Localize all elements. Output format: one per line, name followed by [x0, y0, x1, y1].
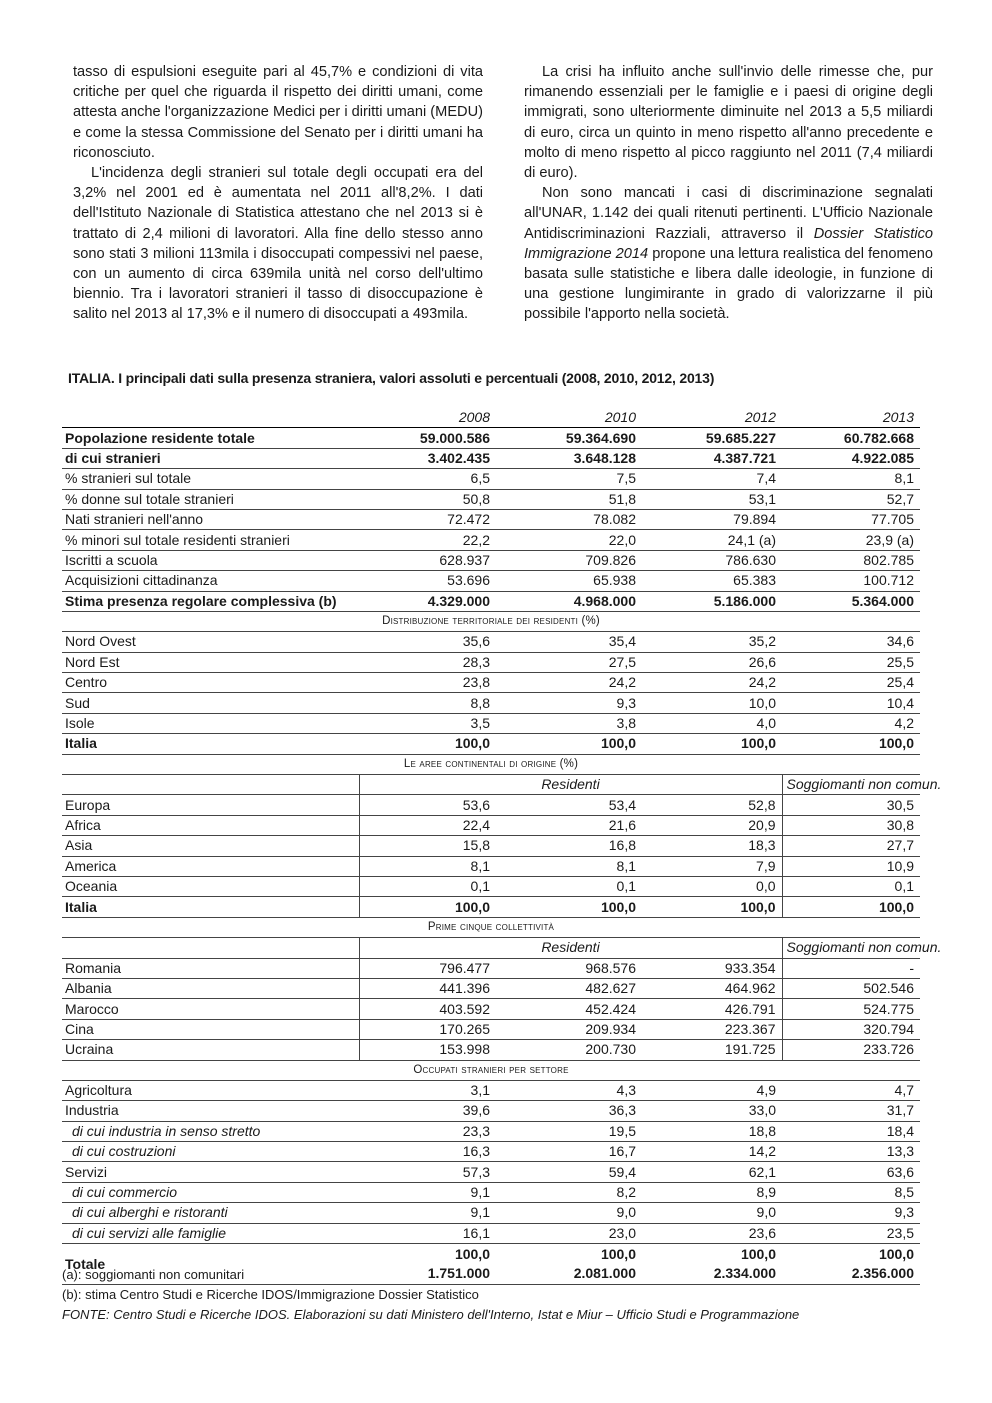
- value-cell: 8,1: [782, 469, 920, 489]
- section-header: [62, 917, 920, 937]
- text-run: Non sono mancati i casi di discriminazione segnalati all'UNAR, 1.142 dei quali ritenuti pertinenti. L'Ufficio Nazionale Antidiscriminazioni Razziali, attraverso il: [524, 185, 933, 242]
- dossier-title: Dossier Statistico Immigrazione 2014: [524, 225, 933, 262]
- row-label: Centro: [62, 673, 359, 693]
- total-absolute: 2.356.000: [851, 1265, 914, 1282]
- total-percent: 100,0: [600, 1246, 636, 1263]
- value-cell: 100,0: [642, 734, 782, 754]
- value-cell: 628.937: [359, 550, 496, 570]
- table-row: [62, 673, 920, 693]
- section-header: [62, 1060, 920, 1080]
- table-row: [62, 713, 920, 733]
- footnote-a: (a): soggiomanti non comunitari: [62, 1267, 245, 1282]
- row-label: America: [62, 856, 359, 876]
- right-text-column: [524, 62, 933, 325]
- value-cell: 52,7: [782, 489, 920, 509]
- value-cell: 464.962: [642, 978, 782, 998]
- table-row: [62, 734, 920, 754]
- value-cell: 452.424: [496, 999, 642, 1019]
- row-label: Marocco: [62, 999, 359, 1019]
- subheader-row: [62, 938, 920, 958]
- value-cell: 31,7: [782, 1101, 920, 1121]
- value-cell: 24,2: [642, 673, 782, 693]
- total-percent: 100,0: [454, 1246, 490, 1263]
- value-cell: 30,8: [782, 815, 920, 835]
- value-cell: 13,3: [782, 1142, 920, 1162]
- value-cell: 9,1: [359, 1182, 496, 1202]
- value-cell: 100,0: [642, 897, 782, 917]
- table-row: [62, 795, 920, 815]
- value-cell: 14,2: [642, 1142, 782, 1162]
- value-cell: 441.396: [359, 978, 496, 998]
- value-cell: 39,6: [359, 1101, 496, 1121]
- value-cell: 36,3: [496, 1101, 642, 1121]
- value-cell: 209.934: [496, 1019, 642, 1039]
- year-header: 2013: [782, 408, 920, 428]
- year-header: 2010: [496, 408, 642, 428]
- value-cell: 0,1: [496, 876, 642, 896]
- value-cell: 4.387.721: [642, 448, 782, 468]
- value-cell: 403.592: [359, 999, 496, 1019]
- text-run: propone una lettura realistica del fenomeno basata sulle statistiche e libera dalle ideologie, in funzione di una gestione lungimirante in grado di valorizzarne il più possibile l'apporto nella società.: [524, 245, 933, 323]
- table-body: [62, 408, 942, 1285]
- value-cell: 28,3: [359, 652, 496, 672]
- row-label: % stranieri sul totale: [62, 469, 359, 489]
- table-row: [62, 999, 920, 1019]
- row-label: di cui costruzioni: [62, 1142, 359, 1162]
- value-cell: 10,9: [782, 856, 920, 876]
- value-cell: 8,8: [359, 693, 496, 713]
- table-row: [62, 591, 920, 611]
- section-title: Prime cinque collettività: [62, 917, 920, 937]
- value-cell: 7,5: [496, 469, 642, 489]
- value-cell: 59,4: [496, 1162, 642, 1182]
- row-label: di cui alberghi e ristoranti: [62, 1203, 359, 1223]
- total-percent: 100,0: [740, 1246, 776, 1263]
- value-cell: 53,6: [359, 795, 496, 815]
- table-row: [62, 571, 920, 591]
- paragraph: L'incidenza degli stranieri sul totale degli occupati era del 3,2% nel 2001 ed è aumentata nel 2011 all'8,2%. I dati dell'Istituto Nazionale di Statistica attestano che nel 2013 si è trattato di 2,4 milioni di lavoratori. Alla fine dello stesso anno sono stati 3 milioni 113mila i disoccupati compessivi nel paese, con un aumento di circa 639mila unità nel corso dell'ultimo biennio. Tra i lavoratori stranieri il tasso di disoccupazione è salito nel 2013 al 17,3% e il numero di disoccupati a 493mila.: [73, 165, 483, 323]
- value-cell: 18,4: [782, 1121, 920, 1141]
- value-cell: 3,8: [496, 713, 642, 733]
- value-cell: 78.082: [496, 509, 642, 529]
- row-label: Industria: [62, 1101, 359, 1121]
- table-row: [62, 958, 920, 978]
- section-title: Distribuzione territoriale dei residenti (%): [62, 611, 920, 631]
- value-cell: 72.472: [359, 509, 496, 529]
- value-cell: 35,2: [642, 632, 782, 652]
- value-cell: 5.186.000: [642, 591, 782, 611]
- table-row: [62, 550, 920, 570]
- value-cell: 968.576: [496, 958, 642, 978]
- value-cell: 4.329.000: [359, 591, 496, 611]
- value-cell: 8,2: [496, 1182, 642, 1202]
- total-absolute: 2.334.000: [713, 1265, 776, 1282]
- row-label: Asia: [62, 836, 359, 856]
- total-cell: [782, 1244, 920, 1285]
- value-cell: 23,5: [782, 1223, 920, 1243]
- value-cell: 34,6: [782, 632, 920, 652]
- value-cell: 22,4: [359, 815, 496, 835]
- left-text-column: [73, 62, 483, 325]
- non-eu-subheader: Soggiomanti non comun.: [782, 938, 920, 958]
- row-label: Stima presenza regolare complessiva (b): [62, 591, 359, 611]
- value-cell: 7,9: [642, 856, 782, 876]
- row-label: Africa: [62, 815, 359, 835]
- value-cell: 23,0: [496, 1223, 642, 1243]
- table-title: ITALIA. I principali dati sulla presenza straniera, valori assoluti e percentuali (2008, 2010, 2012, 2013): [68, 370, 715, 386]
- table-row: [62, 1080, 920, 1100]
- value-cell: 4,7: [782, 1080, 920, 1100]
- row-label: % donne sul totale stranieri: [62, 489, 359, 509]
- table-row: [62, 469, 920, 489]
- table-row: [62, 1121, 920, 1141]
- row-label: Popolazione residente totale: [62, 428, 359, 448]
- value-cell: 100.712: [782, 571, 920, 591]
- value-cell: 53,1: [642, 489, 782, 509]
- section-header: [62, 611, 920, 631]
- paragraph: [524, 183, 933, 324]
- table-row: [62, 509, 920, 529]
- value-cell: 26,6: [642, 652, 782, 672]
- value-cell: 524.775: [782, 999, 920, 1019]
- subheader-row: [62, 775, 920, 795]
- value-cell: 63,6: [782, 1162, 920, 1182]
- value-cell: 27,7: [782, 836, 920, 856]
- row-label: di cui industria in senso stretto: [62, 1121, 359, 1141]
- value-cell: 223.367: [642, 1019, 782, 1039]
- value-cell: 24,1 (a): [642, 530, 782, 550]
- value-cell: 57,3: [359, 1162, 496, 1182]
- value-cell: 10,4: [782, 693, 920, 713]
- table-row: [62, 1203, 920, 1223]
- row-label: Romania: [62, 958, 359, 978]
- row-label: Ucraina: [62, 1040, 359, 1060]
- value-cell: 16,3: [359, 1142, 496, 1162]
- value-cell: 4.922.085: [782, 448, 920, 468]
- value-cell: 18,3: [642, 836, 782, 856]
- value-cell: 25,4: [782, 673, 920, 693]
- value-cell: 65.938: [496, 571, 642, 591]
- value-cell: 709.826: [496, 550, 642, 570]
- value-cell: 233.726: [782, 1040, 920, 1060]
- value-cell: 59.685.227: [642, 428, 782, 448]
- row-label: Isole: [62, 713, 359, 733]
- table-row: [62, 815, 920, 835]
- table-row: [62, 1019, 920, 1039]
- value-cell: 8,1: [496, 856, 642, 876]
- row-label: % minori sul totale residenti stranieri: [62, 530, 359, 550]
- value-cell: 23,8: [359, 673, 496, 693]
- value-cell: 3,5: [359, 713, 496, 733]
- value-cell: 786.630: [642, 550, 782, 570]
- footnotes: [62, 1265, 799, 1324]
- value-cell: 21,6: [496, 815, 642, 835]
- row-label: Italia: [62, 734, 359, 754]
- section-header: [62, 754, 920, 774]
- value-cell: -: [782, 958, 920, 978]
- value-cell: 18,8: [642, 1121, 782, 1141]
- section-title: Occupati stranieri per settore: [62, 1060, 920, 1080]
- empty-cell: [62, 408, 359, 428]
- row-label: Iscritti a scuola: [62, 550, 359, 570]
- value-cell: 16,8: [496, 836, 642, 856]
- value-cell: 502.546: [782, 978, 920, 998]
- table-row: [62, 978, 920, 998]
- table-row: [62, 632, 920, 652]
- table-row: [62, 1162, 920, 1182]
- value-cell: 9,1: [359, 1203, 496, 1223]
- value-cell: 9,0: [642, 1203, 782, 1223]
- value-cell: 35,6: [359, 632, 496, 652]
- value-cell: 30,5: [782, 795, 920, 815]
- table-row: [62, 897, 920, 917]
- value-cell: 7,4: [642, 469, 782, 489]
- value-cell: 35,4: [496, 632, 642, 652]
- row-label: di cui stranieri: [62, 448, 359, 468]
- value-cell: 25,5: [782, 652, 920, 672]
- table-row: [62, 876, 920, 896]
- value-cell: 53.696: [359, 571, 496, 591]
- row-label: Nati stranieri nell'anno: [62, 509, 359, 529]
- footnote-b: (b): stima Centro Studi e Ricerche IDOS/Immigrazione Dossier Statistico: [62, 1286, 479, 1302]
- section-title: Le aree continentali di origine (%): [62, 754, 920, 774]
- empty-cell: [62, 938, 359, 958]
- row-label: Acquisizioni cittadinanza: [62, 571, 359, 591]
- row-label: Servizi: [62, 1162, 359, 1182]
- value-cell: 19,5: [496, 1121, 642, 1141]
- value-cell: 52,8: [642, 795, 782, 815]
- value-cell: 8,1: [359, 856, 496, 876]
- value-cell: 100,0: [359, 897, 496, 917]
- row-label: Nord Ovest: [62, 632, 359, 652]
- table-row: [62, 836, 920, 856]
- value-cell: 3.648.128: [496, 448, 642, 468]
- value-cell: 796.477: [359, 958, 496, 978]
- value-cell: 100,0: [496, 897, 642, 917]
- value-cell: 0,0: [642, 876, 782, 896]
- row-label: Agricoltura: [62, 1080, 359, 1100]
- value-cell: 22,0: [496, 530, 642, 550]
- value-cell: 191.725: [642, 1040, 782, 1060]
- value-cell: 9,3: [496, 693, 642, 713]
- value-cell: 8,5: [782, 1182, 920, 1202]
- value-cell: 15,8: [359, 836, 496, 856]
- total-absolute: 2.081.000: [573, 1265, 636, 1282]
- value-cell: 4,0: [642, 713, 782, 733]
- value-cell: 53,4: [496, 795, 642, 815]
- row-label: di cui commercio: [62, 1182, 359, 1202]
- value-cell: 426.791: [642, 999, 782, 1019]
- value-cell: 5.364.000: [782, 591, 920, 611]
- value-cell: 60.782.668: [782, 428, 920, 448]
- year-header-row: [62, 408, 920, 428]
- value-cell: 0,1: [782, 876, 920, 896]
- value-cell: 170.265: [359, 1019, 496, 1039]
- year-header: 2008: [359, 408, 496, 428]
- value-cell: 4,9: [642, 1080, 782, 1100]
- value-cell: 100,0: [782, 734, 920, 754]
- value-cell: 62,1: [642, 1162, 782, 1182]
- value-cell: 59.000.586: [359, 428, 496, 448]
- total-label: Totale: [62, 1244, 359, 1285]
- value-cell: 4.968.000: [496, 591, 642, 611]
- value-cell: 802.785: [782, 550, 920, 570]
- value-cell: 3,1: [359, 1080, 496, 1100]
- table-row: [62, 448, 920, 468]
- value-cell: 23,9 (a): [782, 530, 920, 550]
- value-cell: 20,9: [642, 815, 782, 835]
- value-cell: 3.402.435: [359, 448, 496, 468]
- value-cell: 51,8: [496, 489, 642, 509]
- table-row: [62, 530, 920, 550]
- table-row: [62, 693, 920, 713]
- value-cell: 0,1: [359, 876, 496, 896]
- total-absolute: 1.751.000: [427, 1265, 490, 1282]
- value-cell: 100,0: [782, 897, 920, 917]
- value-cell: 8,9: [642, 1182, 782, 1202]
- table-row: [62, 1142, 920, 1162]
- non-eu-subheader: Soggiomanti non comun.: [782, 775, 920, 795]
- table-row: [62, 428, 920, 448]
- row-label: di cui servizi alle famiglie: [62, 1223, 359, 1243]
- empty-cell: [62, 775, 359, 795]
- value-cell: 65.383: [642, 571, 782, 591]
- value-cell: 4,3: [496, 1080, 642, 1100]
- value-cell: 59.364.690: [496, 428, 642, 448]
- row-label: Oceania: [62, 876, 359, 896]
- value-cell: 16,7: [496, 1142, 642, 1162]
- value-cell: 200.730: [496, 1040, 642, 1060]
- value-cell: 33,0: [642, 1101, 782, 1121]
- table-row: [62, 652, 920, 672]
- year-header: 2012: [642, 408, 782, 428]
- table-row: [62, 856, 920, 876]
- statistics-table: [62, 408, 942, 1285]
- value-cell: 24,2: [496, 673, 642, 693]
- value-cell: 23,3: [359, 1121, 496, 1141]
- table-row: [62, 1101, 920, 1121]
- row-label: Nord Est: [62, 652, 359, 672]
- value-cell: 482.627: [496, 978, 642, 998]
- source-note: FONTE: Centro Studi e Ricerche IDOS. Elaborazioni su dati Ministero dell'Interno, Istat e Miur – Ufficio Studi e Programmazione: [62, 1306, 800, 1322]
- value-cell: 320.794: [782, 1019, 920, 1039]
- table-row: [62, 1223, 920, 1243]
- value-cell: 933.354: [642, 958, 782, 978]
- value-cell: 27,5: [496, 652, 642, 672]
- value-cell: 100,0: [496, 734, 642, 754]
- row-label: Sud: [62, 693, 359, 713]
- row-label: Albania: [62, 978, 359, 998]
- value-cell: 23,6: [642, 1223, 782, 1243]
- value-cell: 50,8: [359, 489, 496, 509]
- value-cell: 153.998: [359, 1040, 496, 1060]
- value-cell: 6,5: [359, 469, 496, 489]
- value-cell: 9,0: [496, 1203, 642, 1223]
- table-row: [62, 1182, 920, 1202]
- value-cell: 16,1: [359, 1223, 496, 1243]
- value-cell: 79.894: [642, 509, 782, 529]
- value-cell: 22,2: [359, 530, 496, 550]
- value-cell: 10,0: [642, 693, 782, 713]
- row-label: Europa: [62, 795, 359, 815]
- residenti-subheader: Residenti: [359, 775, 782, 795]
- row-label: Italia: [62, 897, 359, 917]
- paragraph: tasso di espulsioni eseguite pari al 45,7% e condizioni di vita critiche per quel che riguarda il rispetto dei diritti umani, come attesta anche l'organizzazione Medici per i diritti umani (MEDU) e come la stessa Commissione del Senato per i diritti umani ha riconosciuto.: [73, 64, 483, 161]
- value-cell: 77.705: [782, 509, 920, 529]
- value-cell: 4,2: [782, 713, 920, 733]
- value-cell: 100,0: [359, 734, 496, 754]
- table-row: [62, 1040, 920, 1060]
- value-cell: 9,3: [782, 1203, 920, 1223]
- table-row: [62, 489, 920, 509]
- row-label: Cina: [62, 1019, 359, 1039]
- paragraph: La crisi ha influito anche sull'invio delle rimesse che, pur rimanendo essenziali per le famiglie e i paesi di origine degli immigrati, sono ulteriormente diminuite nel 2013 a 5,5 miliardi di euro, circa un quinto in meno rispetto all'anno precedente e molto di meno rispetto al picco raggiunto nel 2011 (7,4 miliardi di euro).: [524, 64, 933, 182]
- residenti-subheader: Residenti: [359, 938, 782, 958]
- total-percent: 100,0: [878, 1246, 914, 1263]
